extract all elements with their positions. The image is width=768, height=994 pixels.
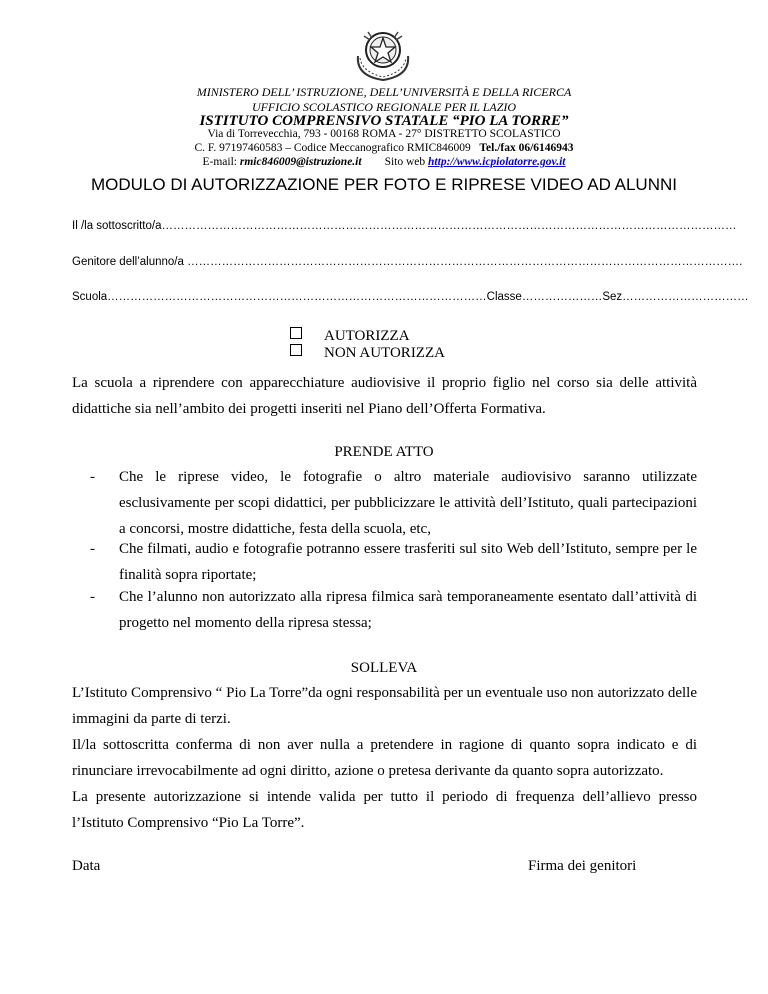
- intro-paragraph: La scuola a riprendere con apparecchiature audiovisive il proprio figlio nel corso sia delle attività didattiche sia nell’ambito dei progetti inseriti nel Piano dell’Offerta Formativa.: [72, 375, 697, 417]
- header-address: Via di Torrevecchia, 793 - 00168 ROMA - 27° DISTRETTO SCOLASTICO: [207, 128, 561, 140]
- header-ministero: MINISTERO DELL’ ISTRUZIONE, DELL’UNIVERSITÀ E DELLA RICERCA: [196, 85, 572, 99]
- email-address: rmic846009@istruzione.it: [239, 156, 362, 168]
- field-genitore[interactable]: Genitore dell’alunno/a ……………………………………………………………………………………………………………………………….: [72, 256, 743, 268]
- signature-label: Firma dei genitori: [528, 858, 637, 874]
- website-link[interactable]: http://www.icpiolatorre.gov.it: [428, 156, 566, 168]
- list-item: [72, 464, 697, 542]
- date-label: Data: [72, 858, 101, 874]
- list-item-text: Che filmati, audio e fotografie potranno essere trasferiti sul sito Web dell’Istituto, sempre per le finalità sopra riportate;: [119, 541, 697, 583]
- list-item-text: Che le riprese video, le fotografie o altro materiale audiovisivo saranno utilizzate esclusivamente per scopi didattici, per pubblicizzare le attività dell’Istituto, quali partecipazioni a concorsi, mostre didattiche, festa della scuola, etc,: [119, 469, 697, 537]
- italian-republic-emblem-icon: [350, 26, 416, 82]
- header-istituto: ISTITUTO COMPRENSIVO STATALE “PIO LA TORRE”: [199, 113, 569, 129]
- validita-paragraph: La presente autorizzazione si intende valida per tutto il periodo di frequenza dell’allievo presso l’Istituto Comprensivo “Pio La Torre”.: [72, 789, 697, 831]
- solleva-paragraph: L’Istituto Comprensivo “ Pio La Torre”da ogni responsabilità per un eventuale uso non autorizzato delle immagini da parte di terzi.: [72, 685, 697, 727]
- list-item: [72, 536, 697, 588]
- email-label: E-mail:: [202, 156, 237, 168]
- checkbox-icon[interactable]: [290, 327, 302, 339]
- option-non-autorizza-label: NON AUTORIZZA: [324, 345, 445, 361]
- option-autorizza-label: AUTORIZZA: [324, 328, 410, 344]
- option-autorizza[interactable]: [290, 327, 410, 345]
- header-contacts: [0, 156, 768, 168]
- conferma-paragraph: Il/la sottoscritta conferma di non aver nulla a pretendere in ragione di quanto sopra indicato e di rinunciare irrevocabilmente ad ogni diritto, azione o pretesa derivante da quanto sopra autorizzato.: [72, 737, 697, 779]
- checkbox-icon[interactable]: [290, 344, 302, 356]
- website-label: Sito web: [384, 156, 426, 168]
- prende-atto-heading: PRENDE ATTO: [334, 444, 434, 460]
- list-dash: -: [90, 469, 95, 485]
- header-telfax: Tel./fax 06/6146943: [479, 142, 574, 154]
- form-title: MODULO DI AUTORIZZAZIONE PER FOTO E RIPRESE VIDEO AD ALUNNI: [91, 175, 677, 194]
- header-ufficio: UFFICIO SCOLASTICO REGIONALE PER IL LAZIO: [251, 100, 517, 114]
- option-non-autorizza[interactable]: [290, 344, 445, 362]
- list-item: [72, 584, 697, 636]
- list-dash: -: [90, 589, 95, 605]
- header-cf-codice: C. F. 97197460583 – Codice Meccanografico RMIC846009: [194, 142, 471, 154]
- field-scuola-classe-sez[interactable]: Scuola………………………………………………………………………………………Classe…………………Sez……………………………: [72, 291, 749, 303]
- header-codes: [0, 142, 768, 154]
- solleva-heading: SOLLEVA: [350, 660, 418, 676]
- list-dash: -: [90, 541, 95, 557]
- field-sottoscritto[interactable]: Il /la sottoscritto/a……………………………………………………………………………………………………………………………………: [72, 220, 737, 232]
- list-item-text: Che l’alunno non autorizzato alla ripresa filmica sarà temporaneamente esentato dall’attività di progetto nel momento della ripresa stessa;: [119, 589, 697, 631]
